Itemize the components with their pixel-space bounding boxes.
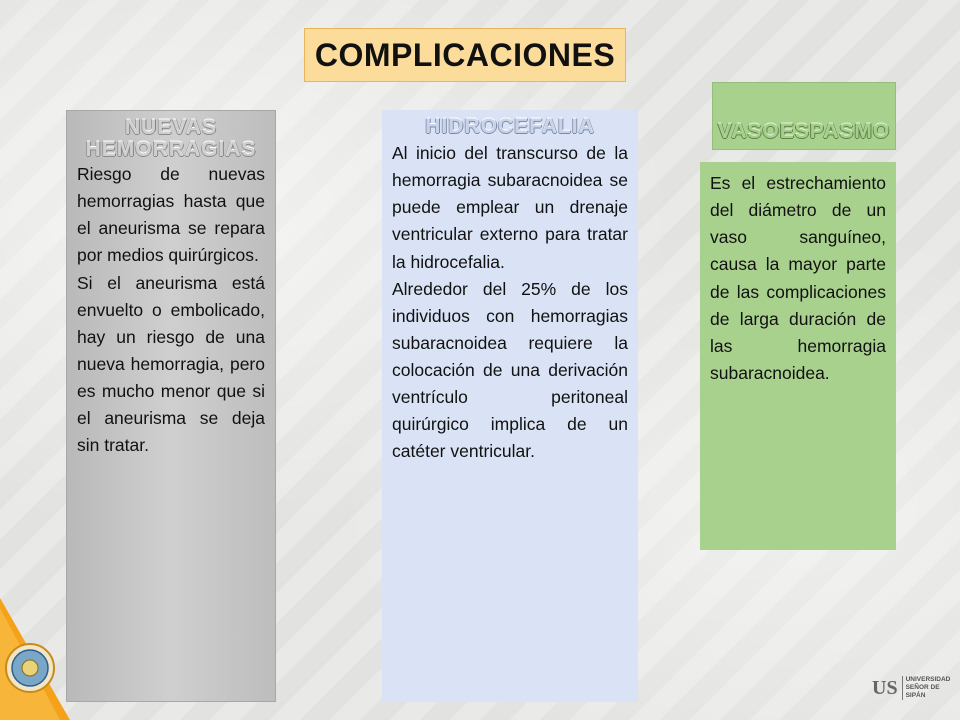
vasoespasmo-heading: VASOESPASMO xyxy=(717,119,891,143)
university-logo xyxy=(872,676,960,700)
hidrocefalia-column xyxy=(382,110,638,702)
corner-seal-decoration xyxy=(0,598,70,720)
vasoespasmo-paragraph-1: Es el estrechamiento del diámetro de un vaso sanguíneo, causa la mayor parte de las complicaciones de larga duración de las hemorragia subaracnoidea. xyxy=(710,173,886,383)
vasoespasmo-heading-box xyxy=(712,82,896,150)
hidrocefalia-paragraph-1: Al inicio del transcurso de la hemorragia subaracnoidea se puede emplear un drenaje ventricular externo para tratar la hidrocefalia. xyxy=(392,143,628,272)
university-logo-mark: US xyxy=(872,676,898,699)
hemorragias-paragraph-1: Riesgo de nuevas hemorragias hasta que el aneurisma se repara por medios quirúrgicos. xyxy=(77,164,265,266)
hidrocefalia-heading: HIDROCEFALIA xyxy=(425,115,595,138)
university-logo-line2: SEÑOR DE SIPÁN xyxy=(905,684,940,699)
university-logo-name xyxy=(902,676,960,700)
hemorragias-heading: NUEVAS HEMORRAGIAS xyxy=(85,116,257,162)
vasoespasmo-column xyxy=(700,162,896,550)
hemorragias-paragraph-2: Si el aneurisma está envuelto o embolicado, hay un riesgo de una nueva hemorragia, pero es mucho menor que si el aneurisma se deja sin tratar. xyxy=(77,272,265,456)
hemorragias-column xyxy=(66,110,276,702)
hidrocefalia-paragraph-2: Alrededor del 25% de los individuos con hemorragias subaracnoidea requiere la colocación de una derivación ventrículo peritoneal quirúrgico implica de un catéter ventricular. xyxy=(392,278,628,462)
slide-title: COMPLICACIONES xyxy=(304,28,626,82)
university-logo-line1: UNIVERSIDAD xyxy=(905,676,951,683)
